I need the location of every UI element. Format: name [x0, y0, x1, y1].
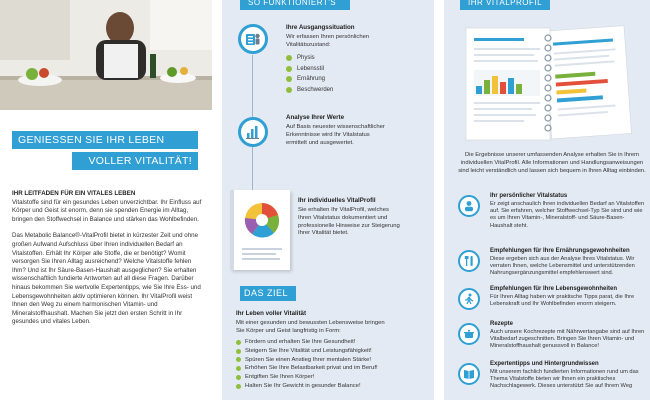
book-icon: [458, 363, 480, 385]
list-item: Fördern und erhalten Sie Ihre Gesundheit!: [236, 338, 426, 347]
feature-title: Empfehlungen für Ihre Lebensgewohnheiten: [490, 286, 618, 292]
list-item: Beschwerden: [286, 85, 333, 96]
list-item: Ernährung: [286, 74, 333, 85]
right-column: [444, 0, 650, 400]
step-1-bullet-list: [286, 53, 333, 95]
step-2-title: Analyse Ihrer Werte: [286, 114, 345, 121]
step-1-circle: [238, 24, 268, 54]
feature-text: Auch unsere Kochrezepte mit Nährwertangabe sind auf Ihren Vitalbedarf zugeschnitten. Bringen Sie Ihren Vitamin- und Mineralstoffhaushalt genussvoll in Balance!: [490, 329, 645, 350]
feature-title: Rezepte: [490, 321, 514, 327]
list-item: Entgiften Sie Ihren Körper!: [236, 373, 426, 382]
list-item: Erhöhen Sie Ihre Belastbarkeit privat und im Beruf!: [236, 364, 426, 373]
bar-chart-icon: [245, 124, 261, 140]
feature-text: Mit unserem fachlich fundierten Informationen rund um das Thema Vitalstoffe bieten wir Ihnen ein praktisches Nachschlagewerk. Dieses unterstützt Sie auf Ihrem Weg: [490, 369, 639, 390]
check-dot-icon: [236, 384, 241, 389]
report-pages-image: [444, 16, 650, 150]
step-2-text: Auf Basis neuester wissenschaftlicher Erkenntnisse wird Ihr Vitalstatus ermittelt und ausgewertet.: [286, 124, 385, 146]
list-item: Physis: [286, 53, 333, 64]
step-3-title: Ihr individuelles VitalProfil: [298, 197, 376, 204]
check-dot-icon: [236, 375, 241, 380]
person-checklist-icon: [245, 31, 261, 47]
vitalprofil-booklet-image: [230, 190, 290, 270]
step-1-text: Wir erfassen Ihren persönlichen Vitalitätszustand:: [286, 34, 370, 48]
feature-text: Für Ihren Alltag haben wir praktische Tipps parat, die Ihre Lebenskraft und Ihr Wohlbefinden enorm steigern.: [490, 294, 635, 308]
check-dot-icon: [286, 76, 292, 82]
left-column: [0, 0, 212, 400]
vitalprofil-tab: IHR VITALPROFIL: [460, 0, 550, 10]
headline-banner: [12, 131, 198, 177]
spiral-report-illustration: [444, 16, 650, 150]
goal-title: Ihr Leben voller Vitalität: [236, 310, 307, 317]
intro-paragraph-2: Das Metabolic Balance®-VitalProfil bietet in kürzester Zeit und ohne großen Aufwand Aufschluss über Ihren individuellen Bedarf an Vitalstoffen. Erhält Ihr Körper alle Stoffe, die er benötigt? Womit versorgen Sie Ihren Alltag ausreichend? Welche Vitalstoffe fehlen Ihm? Und ist Ihr Säure-Basen-Haushalt ausgeglichen? Sie erhalten wissenschaftlich fundierte Antworten auf all diese Fragen. Darüber hinaus bekommen Sie wertvolle Expertentipps, wie Sie Ihre Ess- und Lebensgewohnheiten aktiv optimieren können. Ihr VitalProfil weist Ihnen den Weg zu einem harmonischen Vitamin- und Mineralstoffhaushalt. Machen Sie jetzt den ersten Schritt in Ihr gesundes und vitales Leben.: [12, 232, 201, 326]
person-icon: [458, 195, 480, 217]
kitchen-scene-illustration: [0, 0, 212, 110]
list-item: Spüren Sie einen Anstieg Ihrer mentalen Stärke!: [236, 356, 426, 365]
intro-paragraph-1: Vitalstoffe sind für ein gesundes Leben unverzichtbar. Ihr Einfluss auf Körper und Geist ist enorm, denn sie spenden Energie im Alltag, bringen den Stoffwechsel in Balance und stärken das Wohlbefinden.: [12, 198, 202, 223]
check-dot-icon: [236, 357, 241, 362]
goal-tab: DAS ZIEL: [240, 286, 296, 301]
check-dot-icon: [236, 340, 241, 345]
goal-text: Mit einer gesunden und bewussten Lebensweise bringen Sie Körper und Geist langfristig in Form:: [236, 320, 385, 334]
check-dot-icon: [236, 366, 241, 371]
list-item: Lebensstil: [286, 64, 333, 75]
middle-column: [222, 0, 434, 400]
vitalprofil-intro-text: Die Ergebnisse unserer umfassenden Analyse erhalten Sie in Ihrem individuellen VitalProfil. Alle Informationen und Handlungsanweisungen sind leicht verständlich und lassen sich bequem in Ihren Alltag einbinden.: [458, 152, 646, 174]
step-1-title: Ihre Ausgangssituation: [286, 24, 355, 31]
vitalprofil-wheel-icon: [230, 190, 290, 270]
feature-title: Ihr persönlicher Vitalstatus: [490, 193, 568, 199]
running-person-icon: [458, 288, 480, 310]
headline-line-2: VOLLER VITALITÄT!: [72, 152, 198, 170]
step-2-circle: [238, 117, 268, 147]
kitchen-photo: [0, 0, 212, 110]
feature-text: Er zeigt anschaulich Ihren individuellen Bedarf an Vitalstoffen auf. Sie erfahren, welcher Stoffwechsel-Typ Sie sind und wie es um Ihren Vitamin-, Mineralstoff- und Säure-Basen-Haushalt steht.: [490, 201, 645, 229]
check-dot-icon: [286, 55, 292, 61]
intro-heading: IHR LEITFADEN FÜR EIN VITALES LEBEN: [12, 190, 136, 197]
cooking-pot-icon: [458, 323, 480, 345]
feature-title: Expertentipps und Hintergrundwissen: [490, 361, 599, 367]
check-dot-icon: [236, 349, 241, 354]
step-3-text: Sie erhalten Ihr VitalProfil, welches Ihren Vitalstatus dokumentiert und professionelle Hinweise zur Steigerung Ihrer Vitalität bietet.: [298, 207, 400, 237]
headline-line-1: GENIESSEN SIE IHR LEBEN: [12, 131, 198, 149]
feature-text: Diese ergeben sich aus der Analyse Ihres Vitalstatus. Wir verraten Ihnen, welche Lebensmittel und unterstützenden Nahrungsergänzungsmittel empfehlenswert sind.: [490, 256, 635, 277]
check-dot-icon: [286, 66, 292, 72]
list-item: Steigern Sie Ihre Vitalität und Leistungsfähigkeit!: [236, 347, 426, 356]
goal-list: [236, 338, 426, 391]
list-item: Halten Sie Ihr Gewicht in gesunder Balance!: [236, 382, 426, 391]
feature-title: Empfehlungen für Ihre Ernährungsgewohnheiten: [490, 248, 630, 254]
check-dot-icon: [286, 87, 292, 93]
how-it-works-tab: SO FUNKTIONIERT'S: [240, 0, 350, 10]
cutlery-icon: [458, 250, 480, 272]
intro-text: [12, 190, 204, 335]
